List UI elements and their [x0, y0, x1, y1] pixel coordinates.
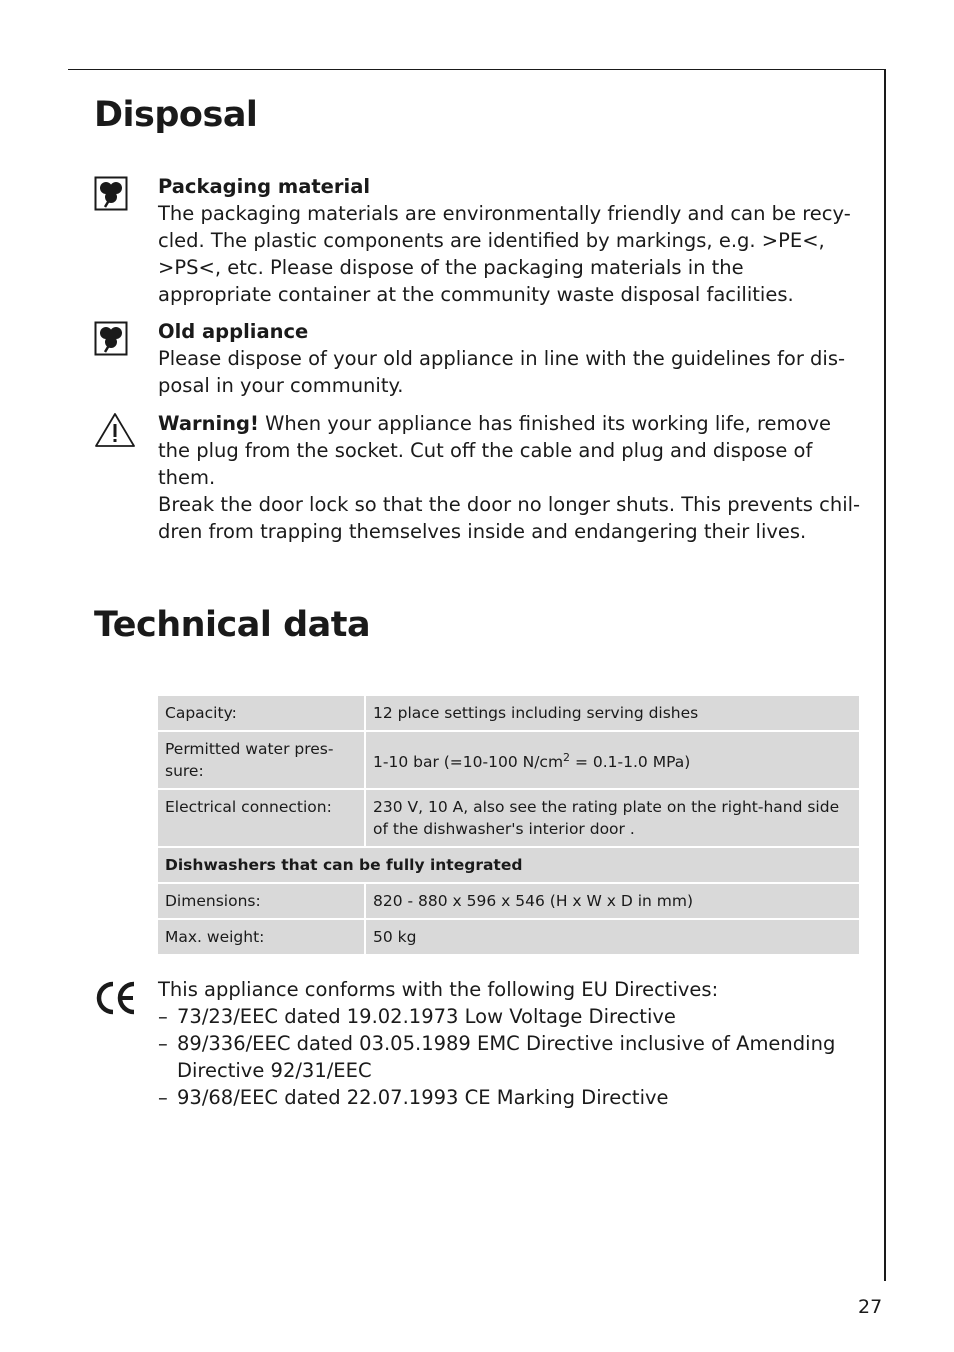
- table-row: [158, 790, 859, 848]
- row-value: 820 - 880 x 596 x 546 (H x W x D in mm): [366, 884, 859, 920]
- row-label: Capacity:: [158, 696, 366, 732]
- technical-data-title: Technical data: [94, 605, 371, 645]
- conformity-section: [158, 976, 858, 1111]
- row-value: 12 place settings including serving dishes: [366, 696, 859, 732]
- value-text: 1-10 bar (=10-100 N/cm: [373, 753, 564, 772]
- value-superscript: 2: [563, 750, 571, 764]
- packaging-section: [158, 173, 863, 308]
- recycle-clover-icon: [94, 321, 128, 361]
- ce-mark-icon: [94, 980, 138, 1020]
- packaging-heading: Packaging material: [158, 175, 371, 198]
- row-label: Max. weight:: [158, 920, 366, 956]
- packaging-text: The packaging materials are environmentally friendly and can be recy-cled. The plastic components are identified by markings, e.g. >PE<, >PS<, etc. Please dispose of the packaging materials in the appropriate container at the community waste disposal facilities.: [158, 202, 851, 306]
- conformity-intro: This appliance conforms with the following EU Directives:: [158, 978, 719, 1001]
- section-label: Dishwashers that can be fully integrated: [158, 848, 859, 884]
- recycle-clover-icon: [94, 176, 128, 216]
- row-label: Permitted water pres-sure:: [158, 732, 366, 790]
- list-item: – 93/68/EEC dated 22.07.1993 CE Marking Directive: [158, 1084, 858, 1111]
- right-rule: [884, 69, 886, 1281]
- row-label: Electrical connection:: [158, 790, 366, 848]
- technical-data-table: [158, 696, 859, 956]
- warning-triangle-icon: [94, 412, 136, 452]
- warning-heading: Warning!: [158, 412, 259, 435]
- table-row: [158, 696, 859, 732]
- row-value: 230 V, 10 A, also see the rating plate on the right-hand side of the dishwasher's interior door .: [366, 790, 859, 848]
- list-item: – 89/336/EEC dated 03.05.1989 EMC Directive inclusive of Amending Directive 92/31/EEC: [158, 1030, 858, 1084]
- table-section-row: [158, 848, 859, 884]
- row-value: [366, 732, 859, 790]
- value-text: = 0.1-1.0 MPa): [570, 753, 691, 772]
- top-rule: [68, 69, 886, 70]
- warning-text-2: Break the door lock so that the door no longer shuts. This prevents chil-dren from trapping themselves inside and endangering their lives.: [158, 493, 861, 543]
- list-item: – 73/23/EEC dated 19.02.1973 Low Voltage Directive: [158, 1003, 858, 1030]
- old-appliance-text: Please dispose of your old appliance in line with the guidelines for dis-posal in your community.: [158, 347, 846, 397]
- page-number: 27: [858, 1296, 883, 1318]
- old-appliance-section: [158, 318, 863, 399]
- table-row: [158, 920, 859, 956]
- table-row: [158, 732, 859, 790]
- disposal-title: Disposal: [94, 95, 258, 135]
- warning-text: When your appliance has finished its working life, remove the plug from the socket. Cut off the cable and plug and dispose of them.: [158, 412, 832, 489]
- warning-section: [158, 410, 863, 545]
- row-value: 50 kg: [366, 920, 859, 956]
- row-label: Dimensions:: [158, 884, 366, 920]
- table-row: [158, 884, 859, 920]
- directive-list: [158, 1003, 858, 1111]
- old-appliance-heading: Old appliance: [158, 320, 309, 343]
